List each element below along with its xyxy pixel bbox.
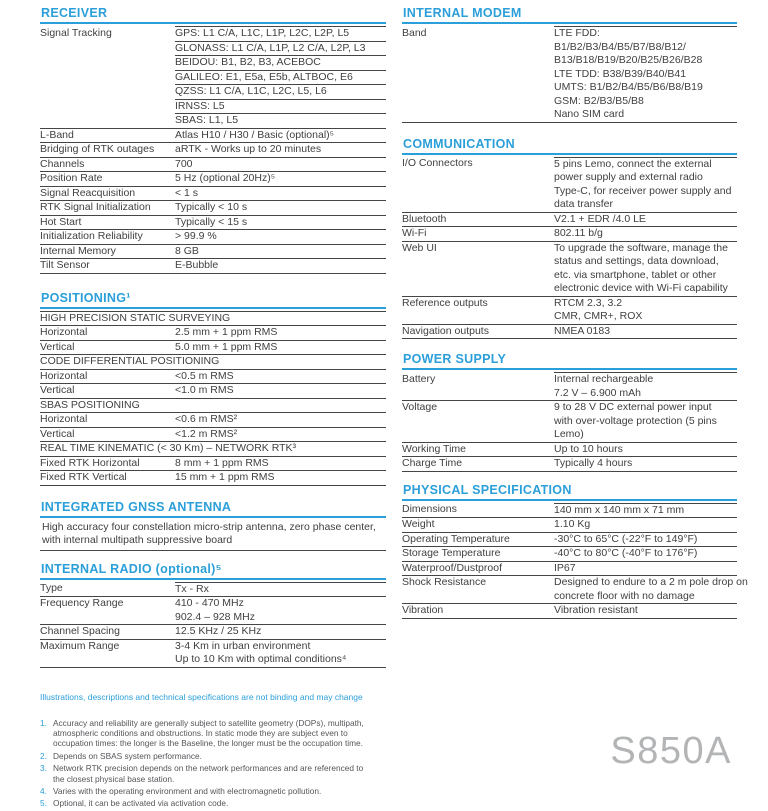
spec-row <box>402 604 737 619</box>
spec-row <box>402 401 737 443</box>
spec-value: 8 GB <box>175 244 386 259</box>
spec-value: Up to 10 hours <box>554 442 737 457</box>
spec-value: 12.5 KHz / 25 KHz <box>175 625 386 640</box>
spec-value: IP67 <box>554 561 737 576</box>
spec-subheader-row <box>40 355 386 370</box>
spec-value: 5 Hz (optional 20Hz)⁵ <box>175 172 386 187</box>
spec-label: Shock Resistance <box>402 576 554 604</box>
spec-value: <1.0 m RMS <box>175 384 386 399</box>
spec-value-line: B13/B18/B19/B20/B25/B26/B28 <box>554 54 703 66</box>
spec-row <box>402 27 737 123</box>
spec-row <box>40 427 386 442</box>
spec-subheader: SBAS POSITIONING <box>40 398 386 413</box>
spec-value: Typically < 10 s <box>175 201 386 216</box>
spec-table <box>40 311 386 486</box>
spec-label: Vertical <box>40 384 175 399</box>
spec-value <box>554 373 737 401</box>
spec-row <box>40 625 386 640</box>
spec-table <box>40 26 386 274</box>
spec-value-line: UMTS: B1/B2/B4/B5/B6/B8/B19 <box>554 81 703 93</box>
spec-row <box>40 215 386 230</box>
section-paragraph: High accuracy four constellation micro-strip antenna, zero phase center, with internal multipath suppressive board <box>40 520 386 551</box>
spec-value: 1.10 Kg <box>554 518 737 533</box>
footnote-text: Network RTK precision depends on the network performances and are referenced to the closest physical base station. <box>53 763 364 784</box>
section-title: POSITIONING¹ <box>40 291 386 309</box>
spec-label: Waterproof/Dustproof <box>402 561 554 576</box>
spec-subheader: CODE DIFFERENTIAL POSITIONING <box>40 355 386 370</box>
spec-row <box>402 373 737 401</box>
spec-table <box>402 157 737 340</box>
spec-label: Wi-Fi <box>402 227 554 242</box>
spec-value: 140 mm x 140 mm x 71 mm <box>554 503 737 518</box>
spec-label: L-Band <box>40 128 175 143</box>
spec-table <box>402 26 737 123</box>
spec-label: Voltage <box>402 401 554 443</box>
spec-row <box>40 230 386 245</box>
spec-row <box>402 457 737 472</box>
spec-row <box>40 471 386 486</box>
spec-label: Signal Tracking <box>40 27 175 129</box>
spec-value-line: with over-voltage protection (5 pins <box>554 414 717 427</box>
spec-value-line: Internal rechargeable <box>554 373 654 385</box>
footnote-number: 2. <box>40 750 47 761</box>
spec-label: Operating Temperature <box>402 532 554 547</box>
spec-row <box>40 143 386 158</box>
footnote-item <box>40 786 374 796</box>
spec-value-line: 9 to 28 V DC external power input <box>554 401 712 413</box>
spec-value: Tx - Rx <box>175 582 386 597</box>
spec-value: Atlas H10 / H30 / Basic (optional)⁵ <box>175 128 386 143</box>
spec-value-line: Nano SIM card <box>554 108 625 120</box>
spec-value <box>554 296 737 324</box>
spec-label: Signal Reacquisition <box>40 186 175 201</box>
spec-value: aRTK - Works up to 20 minutes <box>175 143 386 158</box>
spec-label: Charge Time <box>402 457 554 472</box>
right-column <box>402 6 748 811</box>
spec-label: Storage Temperature <box>402 547 554 562</box>
spec-value-line: To upgrade the software, manage the <box>554 241 728 254</box>
spec-value-line: Type-C, for receiver power supply and <box>554 184 732 197</box>
spec-value-line: Designed to endure to a 2 m pole drop on <box>554 576 748 588</box>
spec-label: Bluetooth <box>402 212 554 227</box>
spec-subheader-row <box>40 442 386 457</box>
footnote-text: Optional, it can be activated via activation code. <box>53 798 229 809</box>
spec-label: Fixed RTK Horizontal <box>40 456 175 471</box>
spec-label: Horizontal <box>40 369 175 384</box>
spec-label: Bridging of RTK outages <box>40 143 175 158</box>
spec-value: > 99.9 % <box>175 230 386 245</box>
spec-value-line: 7.2 V – 6.900 mAh <box>554 386 641 399</box>
spec-label: Position Rate <box>40 172 175 187</box>
spec-value-line: concrete floor with no damage <box>554 589 695 602</box>
footnote-number: 4. <box>40 785 47 796</box>
spec-value: <0.6 m RMS² <box>175 413 386 428</box>
spec-row <box>402 547 737 562</box>
spec-row <box>402 241 737 296</box>
spec-value: BEIDOU: B1, B2, B3, ACEBOC <box>175 56 386 71</box>
spec-value-line: Up to 10 Km with optimal conditions⁴ <box>175 653 347 665</box>
spec-label: I/O Connectors <box>402 157 554 212</box>
spec-label: Reference outputs <box>402 296 554 324</box>
spec-row <box>40 413 386 428</box>
spec-row <box>402 157 737 212</box>
spec-row <box>402 442 737 457</box>
spec-row <box>402 296 737 324</box>
spec-value-line: power supply and external radio <box>554 171 703 183</box>
spec-subheader: REAL TIME KINEMATIC (< 30 Km) – NETWORK RTK³ <box>40 442 386 457</box>
section-power <box>402 352 737 472</box>
spec-label: Type <box>40 582 175 597</box>
spec-value: GLONASS: L1 C/A, L1P, L2 C/A, L2P, L3 <box>175 41 386 56</box>
spec-row <box>402 324 737 339</box>
footnote-text: Depends on SBAS system performance. <box>53 750 202 761</box>
section-title: POWER SUPPLY <box>402 352 737 370</box>
spec-row <box>40 639 386 667</box>
spec-label: Frequency Range <box>40 597 175 625</box>
spec-value-line: 3-4 Km in urban environment <box>175 639 311 652</box>
spec-value-line: data transfer <box>554 198 613 210</box>
left-sections <box>40 6 386 668</box>
spec-table <box>402 372 737 472</box>
section-receiver <box>40 6 386 274</box>
spec-row <box>40 244 386 259</box>
spec-value: 5.0 mm + 1 ppm RMS <box>175 340 386 355</box>
spec-value: <0.5 m RMS <box>175 369 386 384</box>
spec-label: Horizontal <box>40 326 175 341</box>
spec-value: 700 <box>175 157 386 172</box>
spec-value: -40°C to 80°C (-40°F to 176°F) <box>554 547 737 562</box>
spec-value <box>554 576 748 604</box>
spec-label: Channels <box>40 157 175 172</box>
footnote-text: Varies with the operating environment and with electromagnetic pollution. <box>53 785 322 796</box>
footnote-item <box>40 798 374 808</box>
section-communication <box>402 137 737 340</box>
spec-value: 15 mm + 1 ppm RMS <box>175 471 386 486</box>
spec-value: GALILEO: E1, E5a, E5b, ALTBOC, E6 <box>175 70 386 85</box>
spec-label: Dimensions <box>402 503 554 518</box>
spec-value: Typically 4 hours <box>554 457 737 472</box>
disclaimer-note: Illustrations, descriptions and technical specifications are not binding and may change <box>40 691 363 702</box>
spec-value: 8 mm + 1 ppm RMS <box>175 456 386 471</box>
footnote-item <box>40 763 374 784</box>
spec-row <box>40 259 386 274</box>
spec-label: Maximum Range <box>40 639 175 667</box>
spec-row <box>40 340 386 355</box>
spec-value: SBAS: L1, L5 <box>175 114 386 129</box>
spec-label: Horizontal <box>40 413 175 428</box>
spec-value-line: 5 pins Lemo, connect the external <box>554 157 712 170</box>
spec-value <box>554 27 737 123</box>
spec-row <box>402 561 737 576</box>
footnote-number: 3. <box>40 763 47 774</box>
spec-label: Vibration <box>402 604 554 619</box>
spec-value: < 1 s <box>175 186 386 201</box>
section-radio <box>40 562 386 668</box>
spec-table <box>40 582 386 668</box>
spec-subheader-row <box>40 398 386 413</box>
section-title: PHYSICAL SPECIFICATION <box>402 483 737 501</box>
spec-value-line: 902.4 – 928 MHz <box>175 610 255 623</box>
spec-value: E-Bubble <box>175 259 386 274</box>
spec-value: IRNSS: L5 <box>175 99 386 114</box>
spec-value: QZSS: L1 C/A, L1C, L2C, L5, L6 <box>175 85 386 100</box>
spec-value-line: CMR, CMR+, ROX <box>554 310 643 322</box>
footnotes <box>40 718 374 809</box>
spec-value <box>175 597 386 625</box>
spec-label: Hot Start <box>40 215 175 230</box>
section-title: INTERNAL MODEM <box>402 6 737 24</box>
spec-value: -30°C to 65°C (-22°F to 149°F) <box>554 532 737 547</box>
spec-value: 802.11 b/g <box>554 227 737 242</box>
section-title: COMMUNICATION <box>402 137 737 155</box>
spec-row <box>402 532 737 547</box>
spec-table <box>402 503 748 619</box>
spec-row <box>402 227 737 242</box>
spec-label: Vertical <box>40 427 175 442</box>
footnote-item <box>40 751 374 761</box>
spec-row <box>402 576 737 604</box>
section-modem <box>402 6 737 123</box>
spec-subheader-row <box>40 311 386 326</box>
spec-value-line: RTCM 2.3, 3.2 <box>554 296 623 309</box>
spec-row <box>40 326 386 341</box>
spec-row <box>40 186 386 201</box>
spec-label: Navigation outputs <box>402 324 554 339</box>
spec-value: V2.1 + EDR /4.0 LE <box>554 212 737 227</box>
spec-value-line: LTE FDD: <box>554 27 600 39</box>
section-antenna <box>40 500 386 551</box>
footnote-text: Accuracy and reliability are generally subject to satellite geometry (DOPs), multipath, atmospheric conditions and obstructions. In static mode they are subject even to occupation times: the longer is the Baseline, the longer must be the occupation time. <box>53 717 364 749</box>
spec-label: RTK Signal Initialization <box>40 201 175 216</box>
spec-value <box>554 157 737 212</box>
spec-value: GPS: L1 C/A, L1C, L1P, L2C, L2P, L5 <box>175 27 386 42</box>
spec-label: Vertical <box>40 340 175 355</box>
footnote-number: 1. <box>40 717 47 728</box>
spec-subheader: HIGH PRECISION STATIC SURVEYING <box>40 311 386 326</box>
spec-row <box>40 597 386 625</box>
spec-row <box>402 518 737 533</box>
spec-label: Battery <box>402 373 554 401</box>
spec-row <box>40 27 386 42</box>
spec-label: Channel Spacing <box>40 625 175 640</box>
spec-value-line: 410 - 470 MHz <box>175 597 244 609</box>
spec-value-line: electronic device with Wi-Fi capability <box>554 282 728 294</box>
spec-row <box>402 212 737 227</box>
spec-row <box>40 456 386 471</box>
spec-row <box>40 201 386 216</box>
spec-label: Tilt Sensor <box>40 259 175 274</box>
spec-row <box>40 157 386 172</box>
section-positioning <box>40 291 386 486</box>
spec-row <box>40 384 386 399</box>
spec-label: Weight <box>402 518 554 533</box>
spec-label: Fixed RTK Vertical <box>40 471 175 486</box>
spec-row <box>40 172 386 187</box>
spec-value-line: GSM: B2/B3/B5/B8 <box>554 94 644 107</box>
section-title: INTEGRATED GNSS ANTENNA <box>40 500 386 518</box>
spec-label: Working Time <box>402 442 554 457</box>
spec-value: Vibration resistant <box>554 604 737 619</box>
spec-label: Internal Memory <box>40 244 175 259</box>
spec-label: Initialization Reliability <box>40 230 175 245</box>
spec-row <box>40 369 386 384</box>
spec-value: Typically < 15 s <box>175 215 386 230</box>
spec-value-line: Lemo) <box>554 428 584 440</box>
spec-row <box>40 128 386 143</box>
spec-row <box>40 582 386 597</box>
spec-row <box>402 503 737 518</box>
spec-value-line: B1/B2/B3/B4/B5/B7/B8/B12/ <box>554 40 686 53</box>
section-title: INTERNAL RADIO (optional)⁵ <box>40 562 386 580</box>
spec-value-line: etc. via smartphone, tablet or other <box>554 268 717 281</box>
spec-value-line: LTE TDD: B38/B39/B40/B41 <box>554 67 687 80</box>
left-column <box>40 6 386 811</box>
spec-value <box>554 241 737 296</box>
spec-value: 2.5 mm + 1 ppm RMS <box>175 326 386 341</box>
spec-label: Web UI <box>402 241 554 296</box>
footnote-number: 5. <box>40 798 47 809</box>
spec-value: NMEA 0183 <box>554 324 737 339</box>
spec-value-line: status and settings, data download, <box>554 255 719 267</box>
section-physical <box>402 482 748 619</box>
footnote-item <box>40 718 374 749</box>
spec-label: Band <box>402 27 554 123</box>
section-title: RECEIVER <box>40 6 386 24</box>
spec-value <box>554 401 737 443</box>
model-number: S850A <box>610 730 732 772</box>
spec-value: <1.2 m RMS² <box>175 427 386 442</box>
spec-value <box>175 639 386 667</box>
